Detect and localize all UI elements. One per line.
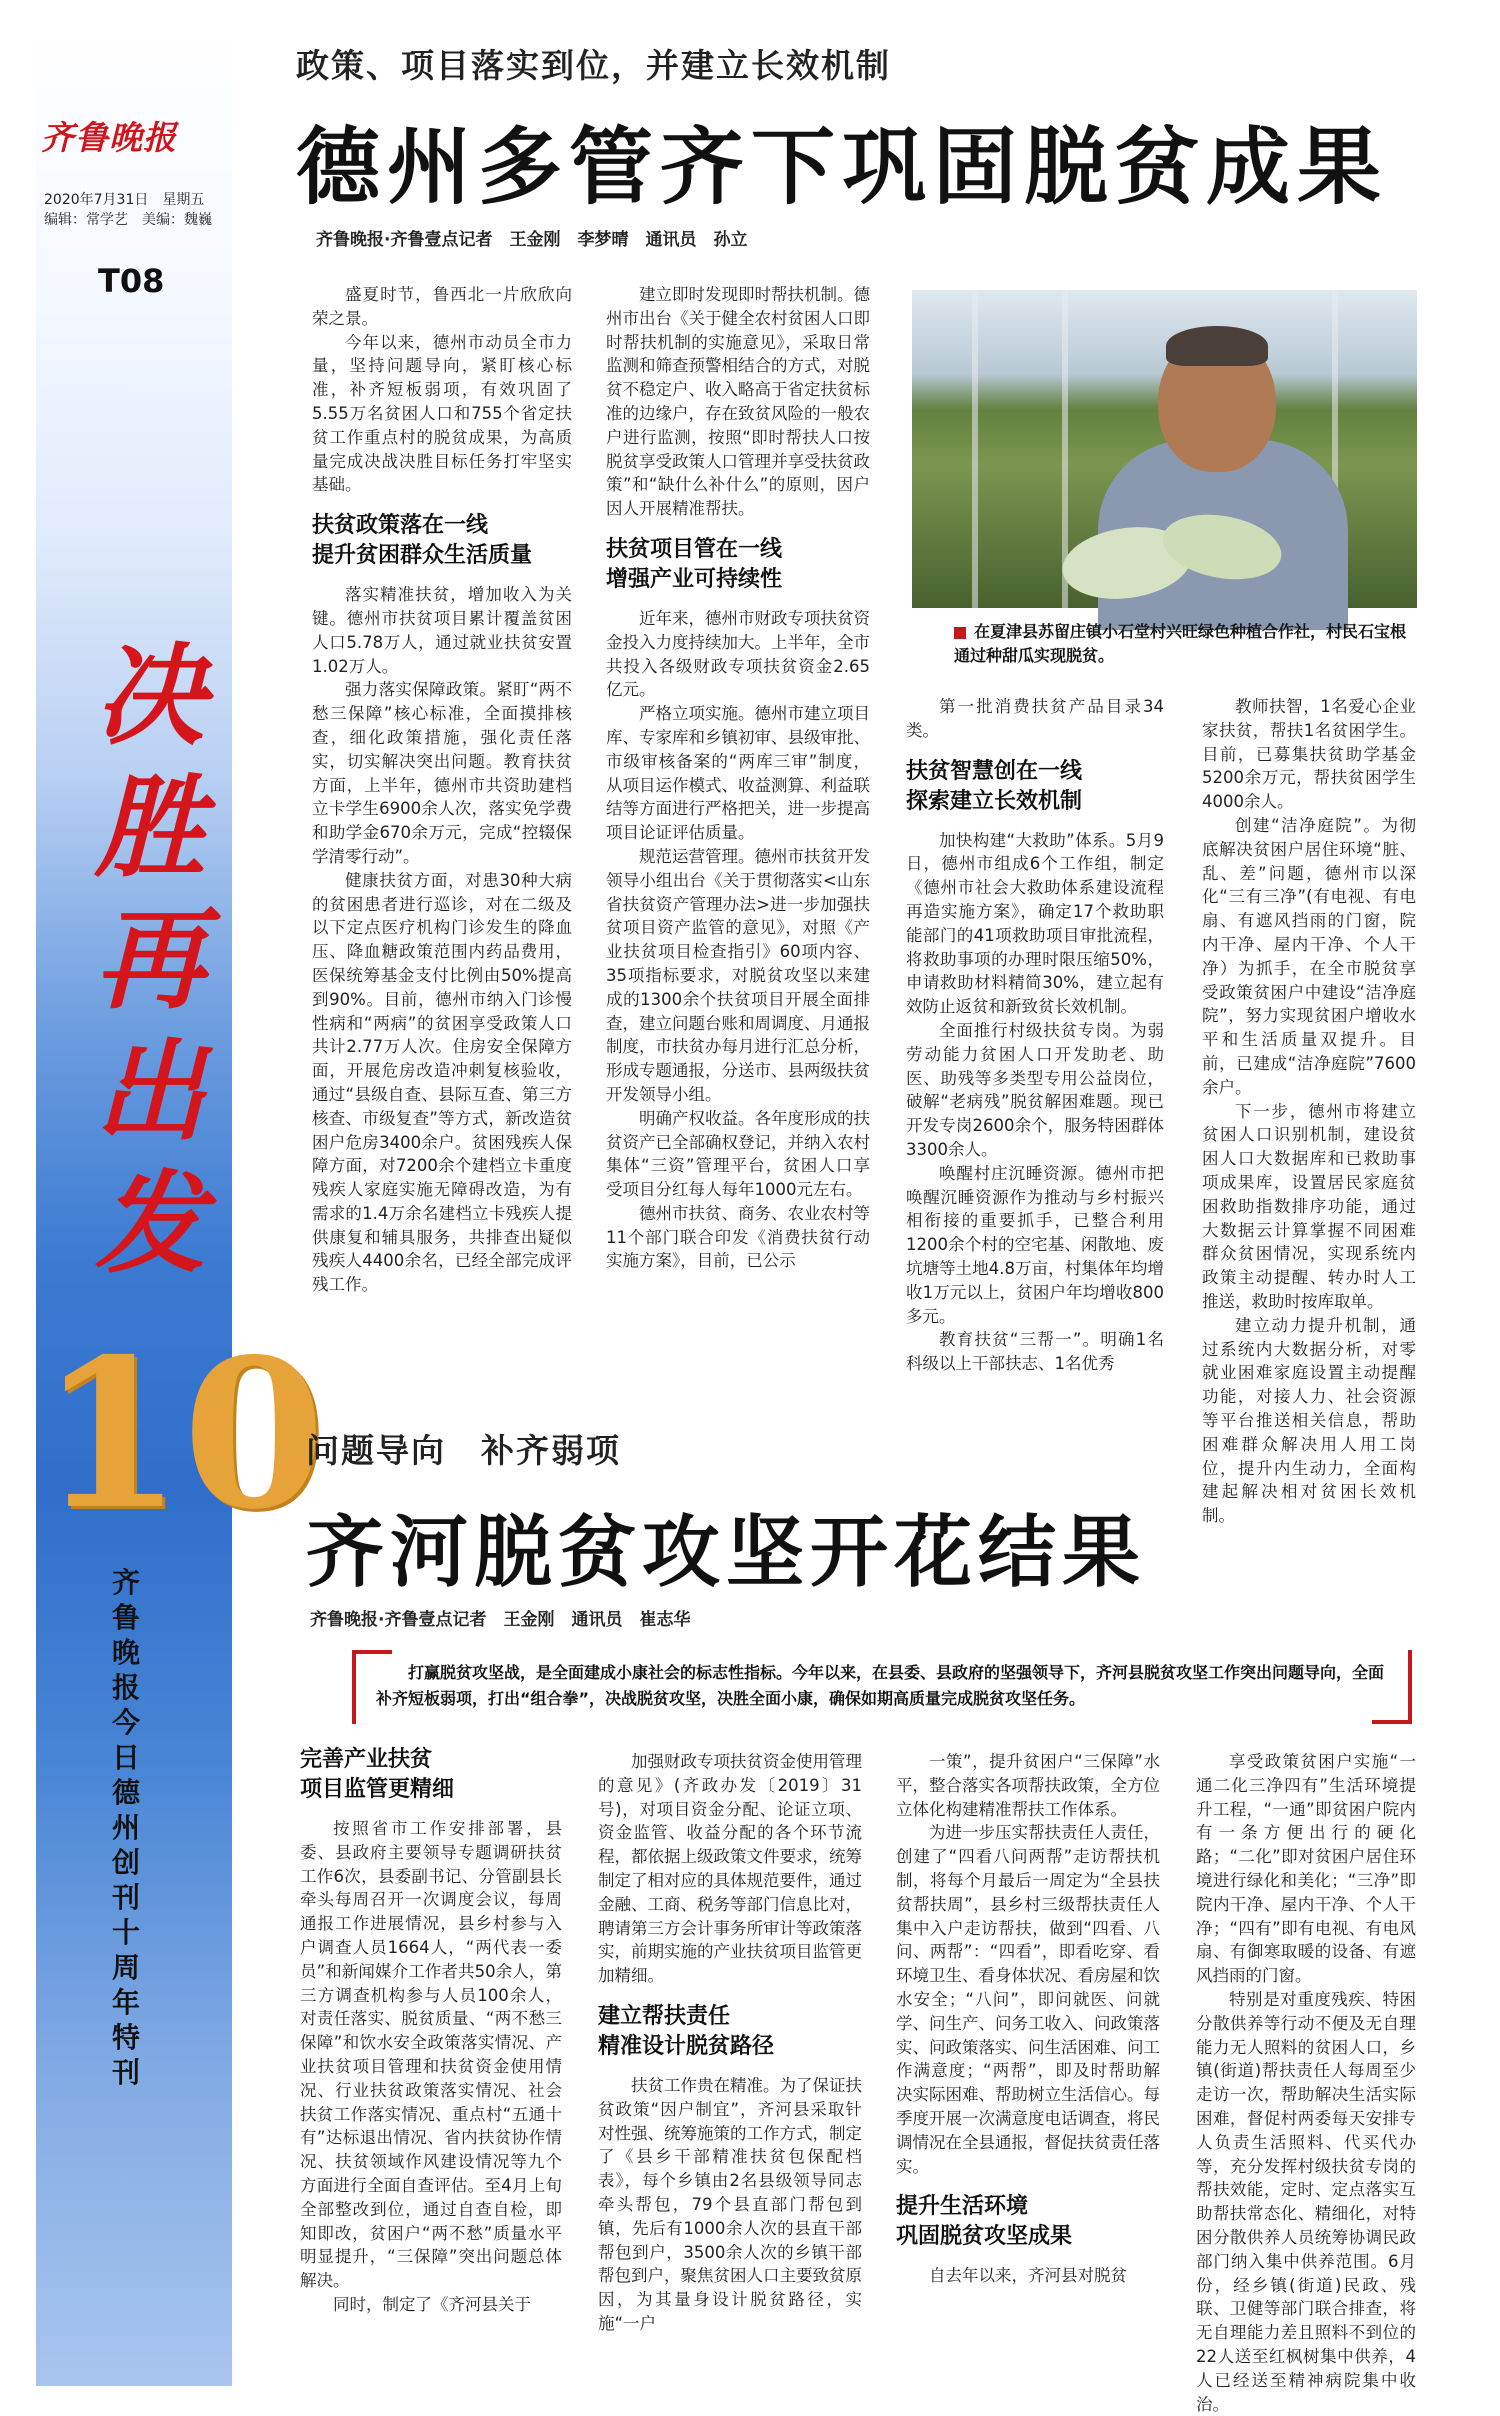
story2-column-1: [300, 1745, 562, 2385]
paragraph: 一策”，提升贫困户“三保障”水平，整合落实各项帮扶政策，全方位立体化构建精准帮扶工作体系。: [896, 1752, 1160, 1819]
page-number: T08: [98, 262, 165, 300]
story2-byline: 齐鲁晚报·齐鲁壹点记者 王金刚 通讯员 崔志华: [310, 1610, 691, 1630]
paragraph: 强力落实保障政策。紧盯“两不愁三保障”核心标准，全面摸排核查，细化政策措施，强化责任落实，切实解决突出问题。教育扶贫方面，上半年，德州市共资助建档立卡学生6900余人次，落实免学费和助学金670余万元，完成“控辍保学清零行动”。: [312, 680, 572, 866]
story2-lede: 打赢脱贫攻坚战，是全面建成小康社会的标志性指标。今年以来，在县委、县政府的坚强领导下，齐河县脱贫攻坚工作突出问题导向，全面补齐短板弱项，打出“组合拳”，决战脱贫攻坚，决胜全面小康，确保如期高质量完成脱贫攻坚任务。: [376, 1663, 1385, 1708]
subheading: 提升生活环境 巩固脱贫攻坚成果: [896, 2194, 1073, 2250]
subheading: 扶贫智慧创在一线 探索建立长效机制: [906, 758, 1083, 814]
paragraph: 落实精准扶贫，增加收入为关键。德州市扶贫项目累计覆盖贫困人口5.78万人，通过就业扶贫安置1.02万人。: [312, 585, 572, 676]
paragraph: 教师扶智，1名爱心企业家扶贫，帮扶1名贫困学生。目前，已募集扶贫助学基金5200余万元，帮扶贫困学生4000余人。: [1202, 697, 1416, 812]
slogan-char: 发: [95, 1159, 205, 1288]
story1-column-4: [1202, 695, 1416, 1526]
story1-kicker: 政策、项目落实到位，并建立长效机制: [296, 46, 891, 85]
story1-column-3: [906, 695, 1164, 1395]
paragraph: 今年以来，德州市动员全市力量，坚持问题导向，紧盯核心标准，补齐短板弱项，有效巩固了5.55万名贫困人口和755个省定扶贫工作重点村的脱贫成果，为高质量完成决战决胜目标任务打牢坚实基础。: [312, 332, 572, 495]
paragraph: 自去年以来，齐河县对脱贫: [929, 2266, 1127, 2286]
subheading: 扶贫政策落在一线 提升贫困群众生活质量: [312, 513, 533, 569]
paragraph: 加快构建“大救助”体系。5月9日，德州市组成6个工作组，制定《德州市社会大救助体系建设流程再造实施方案》，确定17个救助职能部门的41项救助项目审批流程，将救助事项的办理时限压缩50%，申请救助材料精简30%，建立起有效防止返贫和新致贫长效机制。: [906, 830, 1164, 1017]
paragraph: 同时，制定了《齐河县关于: [333, 2294, 531, 2314]
paragraph: 加强财政专项扶贫资金使用管理的意见》(齐政办发〔2019〕31号)，对项目资金分配、论证立项、资金监管、收益分配的各个环节流程，都依据上级政策文件要求，统筹制定了相对应的具体规范要件，通过金融、工商、税务等部门信息比对，聘请第三方会计事务所审计等政策落实，前期实施的产业扶贫项目监管更加精细。: [598, 1752, 862, 1986]
paragraph: 盛夏时节，鲁西北一片欣欣向荣之景。: [312, 285, 572, 328]
story2-kicker: 问题导向 补齐弱项: [306, 1431, 621, 1470]
paragraph: 特别是对重度残疾、特困分散供养等行动不便及无自理能力无人照料的贫困人口，乡镇(街道)帮扶责任人每周至少走访一次，帮助解决生活实际困难，督促村两委每天安排专人负责生活照料、代买代办等，充分发挥村级扶贫专岗的帮扶效能，定时、定点落实互助帮扶常态化、精细化，对特困分散供养人员统筹协调民政部门纳入集中供养范围。6月份，经乡镇(街道)民政、残联、卫健等部门联合排查，将无自理能力差且照料不到位的22人送至红枫树集中供养，4人已经送至精神病院集中收治。: [1196, 1989, 1416, 2414]
subheading: 扶贫项目管在一线 增强产业可持续性: [606, 536, 783, 592]
issue-date: 2020年7月31日 星期五: [44, 192, 205, 208]
farmer-photo: [912, 290, 1417, 608]
paragraph: 创建“洁净庭院”。为彻底解决贫困户居住环境“脏、乱、差”问题，德州市以深化“三有三净”(有电视、有电扇、有遮风挡雨的门窗，院内干净、屋内干净、个人干净）为抓手，在全市脱贫享受政策贫困户中建设“洁净庭院”，努力实现贫困户增收水平和生活质量双提升。目前，已建成“洁净庭院”7600余户。: [1202, 815, 1416, 1097]
lede-frame: [1372, 1720, 1412, 1724]
paragraph: 德州市扶贫、商务、农业农村等11个部门联合印发《消费扶贫行动实施方案》，目前，已公示: [606, 1203, 870, 1271]
story2-title: 齐河脱贫攻坚开花结果: [306, 1507, 1147, 1598]
paragraph: 下一步，德州市将建立贫困人口识别机制，建设贫困人口大数据库和已救助事项成果库，设置居民家庭贫困救助指数排序功能，通过大数据云计算掌握不同困难群众贫困情况，实现系统内政策主动提醒、转办时人工推送，救助时按库取单。: [1202, 1101, 1416, 1311]
paragraph: 近年来，德州市财政专项扶贫资金投入力度持续加大。上半年，全市共投入各级财政专项扶贫资金2.65亿元。: [606, 608, 870, 700]
paragraph: 明确产权收益。各年度形成的扶贫资产已全部确权登记，并纳入农村集体“三资”管理平台，贫困人口享受项目分红每人每年1000元左右。: [606, 1108, 870, 1200]
paragraph: 扶贫工作贵在精准。为了保证扶贫政策“因户制宜”，齐河县采取针对性强、统筹施策的工作方式，制定了《县乡干部精准扶贫包保配档表》，每个乡镇由2名县级领导同志牵头帮包，79个县直部门帮包到镇，先后有1000余人次的县直干部帮包到户，3500余人次的乡镇干部帮包到户，聚焦贫困人口主要致贫原因，为其量身设计脱贫路径，实施“一户: [598, 2075, 862, 2333]
editors-credit: 编辑：常学艺 美编：魏巍: [44, 212, 212, 228]
paragraph: 教育扶贫“三帮一”。明确1名科级以上干部扶志、1名优秀: [906, 1330, 1164, 1374]
paragraph: 为进一步压实帮扶责任人责任，创建了“四看八问两帮”走访帮扶机制，将每个月最后一周定为“全县扶贫帮扶周”，县乡村三级帮扶责任人集中入户走访帮扶，做到“四看、八问、两帮”：“四看”，即看吃穿、看环境卫生、看身体状况、看房屋和饮水安全；“八问”，即问就医、问就学、问生产、问务工收入、问政策落实、问政策落实、问生活困难、问工作满意度；“两帮”，即及时帮助解决实际困难、帮助树立生活信心。每季度开展一次满意度电话调查，将民调情况在全县通报，督促扶贫责任落实。: [896, 1823, 1160, 2176]
publication-info: [44, 190, 224, 230]
paragraph: 健康扶贫方面，对患30种大病的贫困患者进行巡诊，对在二级及以下定点医疗机构门诊发生的降血压、降血糖政策范围内药品费用，医保统筹基金支付比例由50%提高到90%。目前，德州市纳入门诊慢性病和“两病”的贫困享受政策人口共计2.77万人次。住房安全保障方面，开展危房改造冲刺复核验收，通过“县级自查、县际互查、第三方核查、市级复查”等方式，新改造贫困户危房3400余户。贫困残疾人保障方面，对7200余个建档立卡重度残疾人家庭实施无障碍改造，为有需求的1.4万余名建档立卡残疾人提供康复和辅具服务，共排查出疑似残疾人4400余名，已经全部完成评残工作。: [312, 870, 572, 1295]
story1-column-2: [606, 283, 870, 1393]
farmer-hair: [1166, 326, 1268, 366]
paragraph: 享受政策贫困户实施“一通二化三净四有”生活环境提升工程，“一通”即贫困户院内有一条方便出行的硬化路；“二化”即对贫困户居住环境进行绿化和美化；“三净”即院内干净、屋内干净、个人干净；“四有”即有电视、有电风扇、有御寒取暖的设备、有遮风挡雨的门窗。: [1196, 1752, 1416, 1986]
lede-frame: [352, 1650, 356, 1724]
lede-frame: [1408, 1650, 1412, 1724]
slogan-char: 再: [95, 895, 205, 1024]
story1-byline: 齐鲁晚报·齐鲁壹点记者 王金刚 李梦晴 通讯员 孙立: [316, 230, 748, 250]
story1-column-1: [312, 283, 572, 1373]
story2-column-4: [1196, 1750, 1416, 2414]
paragraph: 严格立项实施。德州市建立项目库、专家库和乡镇初审、县级审批、市级审核备案的“两库三审”制度，从项目运作模式、收益测算、利益联结等方面进行严格把关，进一步提高项目论证评估质量。: [606, 704, 870, 843]
story2-column-3: [896, 1750, 1160, 2385]
photo-caption: 在夏津县苏留庄镇小石堂村兴旺绿色种植合作社，村民石宝根通过种甜瓜实现脱贫。: [954, 622, 1407, 665]
greenhouse-beam: [972, 290, 978, 608]
slogan-char: 出: [95, 1027, 205, 1156]
masthead-logo: 齐鲁晚报: [41, 118, 177, 157]
subheading: 完善产业扶贫 项目监管更精细: [300, 1747, 455, 1802]
special-issue-title: 齐鲁晚报今日德州创刊十周年特刊: [111, 1566, 140, 2089]
paragraph: 按照省市工作安排部署，县委、县政府主要领导专题调研扶贫工作6次，县委副书记、分管副县长牵头每周召开一次调度会议，每周通报工作进展情况，县乡村参与入户调查人员1664人，“两代表一委员”和新闻媒介工作者共50余人，第三方调查机构参与人员100余人，对责任落实、脱贫质量、“两不愁三保障”和饮水安全政策落实情况、产业扶贫项目管理和扶贫资金使用情况、行业扶贫政策落实情况、社会扶贫工作落实情况、重点村“五通十有”达标退出情况、省内扶贫协作情况、扶贫领域作风建设情况等九个方面进行全面自查评估。至4月上旬全部整改到位，通过自查自检，即知即改，贫困户“两不愁”质量水平明显提升，“三保障”突出问题总体解决。: [300, 1819, 562, 2291]
paragraph: 第一批消费扶贫产品目录34类。: [906, 697, 1164, 740]
paragraph: 建立即时发现即时帮扶机制。德州市出台《关于健全农村贫困人口即时帮扶机制的实施意见》，采取日常监测和筛查预警相结合的方式，对脱贫不稳定户、收入略高于省定扶贫标准的边缘户，存在致贫风险的一般农户进行监测，按照“即时帮扶人口按脱贫享受政策人口管理并享受扶贫政策”和“缺什么补什么”的原则，因户因人开展精准帮扶。: [606, 285, 870, 519]
caption-marker-icon: [954, 627, 966, 639]
story2-lede-box: [352, 1650, 1412, 1724]
paragraph: 建立动力提升机制，通过系统内大数据分析，对零就业困难家庭设置主动提醒功能，对接人力、社会资源等平台推送相关信息，帮助困难群众解决用人用工岗位，提升内生动力，全面构建起解决相对贫困长效机制。: [1202, 1315, 1416, 1526]
story1-title: 德州多管齐下巩固脱贫成果: [296, 117, 1389, 216]
paragraph: 唤醒村庄沉睡资源。德州市把唤醒沉睡资源作为推动与乡村振兴相衔接的重要抓手，已整合利用1200余个村的空宅基、闲散地、废坑塘等土地4.8万亩，村集体年均增收1万元以上，贫困户年均增收800多元。: [906, 1163, 1164, 1326]
lede-frame: [352, 1650, 392, 1654]
slogan-char: 胜: [95, 763, 205, 892]
paragraph: 规范运营管理。德州市扶贫开发领导小组出台《关于贯彻落实<山东省扶贫资产管理办法>进一步加强扶贫项目资产监管的意见》，对照《产业扶贫项目检查指引》60项内容、35项指标要求，对脱贫攻坚以来建成的1300余个扶贫项目开展全面排查，建立问题台账和周调度、月通报制度，市扶贫办每月进行汇总分析，形成专题通报，分送市、县两级扶贫开发领导小组。: [606, 846, 870, 1104]
story2-column-2: [598, 1750, 862, 2385]
anniversary-number: 10: [40, 1315, 326, 1555]
slogan: [70, 630, 230, 1290]
subheading: 建立帮扶责任 精准设计脱贫路径: [598, 2003, 775, 2059]
paragraph: 全面推行村级扶贫专岗。为弱劳动能力贫困人口开发助老、助医、助残等多类型专用公益岗位，破解“老病残”脱贫解困难题。现已开发专岗2600余个，服务特困群体3300余人。: [906, 1020, 1164, 1159]
slogan-char: 决: [95, 631, 205, 760]
